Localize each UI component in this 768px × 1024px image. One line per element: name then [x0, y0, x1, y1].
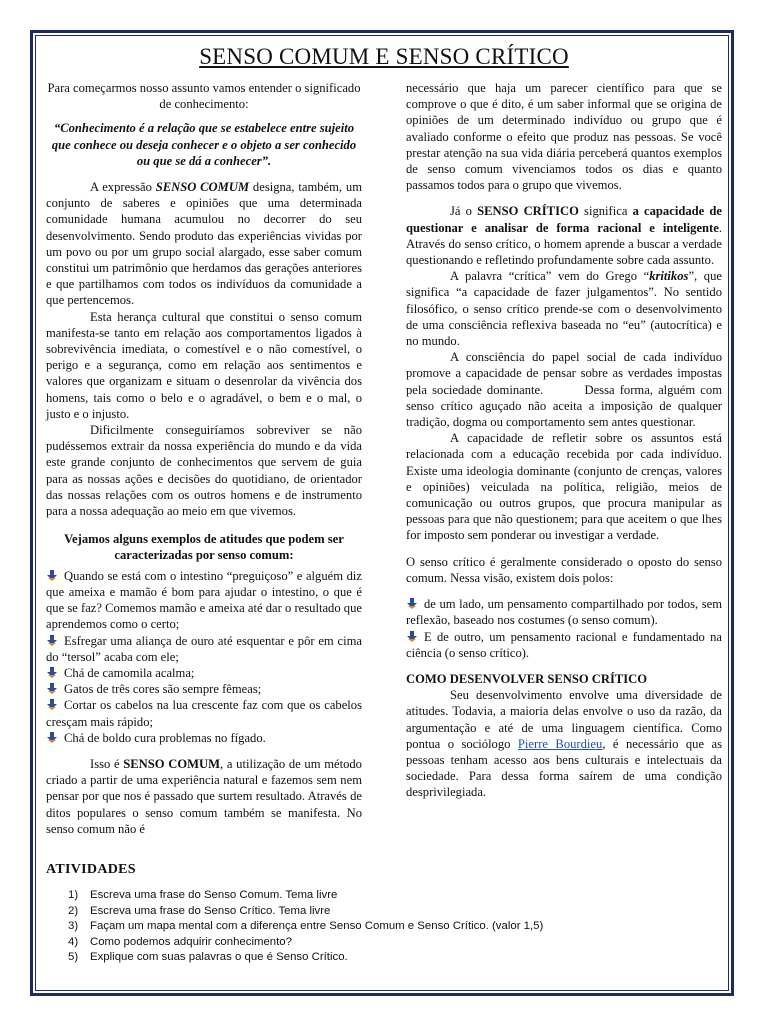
- paragraph-sobreviver: Dificilmente conseguiríamos sobreviver se não pudéssemos extrair da nossa experiência do mundo e da vida este grande conjunto de conhecimentos que servem de guia para as nossas ações e decisões do quotidiano, de orientador das nossas relações com os outros homens e de instrumento para a nossa adequação ao meio em que vivemos.: [46, 423, 362, 519]
- poles-list: [406, 596, 722, 661]
- list-item: 5) Explique com suas palavras o que é Senso Crítico.: [68, 951, 348, 963]
- arrow-bullet-icon: [46, 732, 58, 743]
- arrow-bullet-icon: [406, 631, 418, 642]
- paragraph-capacidade-refletir: A capacidade de refletir sobre os assuntos está relacionada com a educação recebida por cada indivíduo. Existe uma ideologia dominante (conjunto de crenças, valores e opiniões) veiculada na política, religião, meios de comunicação ou outros grupos, que procura manipular as pessoas para que não questionem; para que aceitem o que lhes for imposto sem ponderar ou investigar a verdade.: [406, 431, 722, 543]
- left-column: [46, 80, 362, 837]
- paragraph-kritikos: A palavra “crítica” vem do Grego “kritikos”, que significa “a capacidade de fazer julgamentos”. No sentido filosófico, o senso crítico prende-se com o desenvolvimento de uma consciência reflexiva baseada no “eu” (autocrítica) e no mundo.: [406, 269, 722, 349]
- list-item: E de outro, um pensamento racional e fundamentado na ciência (o senso crítico).: [406, 629, 722, 660]
- list-item: 4) Como podemos adquirir conhecimento?: [68, 935, 292, 948]
- arrow-bullet-icon: [406, 598, 418, 609]
- list-item: de um lado, um pensamento compartilhado por todos, sem reflexão, baseado nos costumes (o senso comum).: [406, 597, 722, 628]
- term-senso-comum-2: SENSO COMUM: [123, 756, 221, 771]
- how-to-develop-heading: COMO DESENVOLVER SENSO CRÍTICO: [406, 671, 648, 686]
- term-senso-critico: SENSO CRÍTICO: [477, 204, 579, 219]
- list-item: 1) Escreva uma frase do Senso Comum. Tema livre: [68, 889, 338, 901]
- paragraph-heranca-cultural: Esta herança cultural que constitui o senso comum manifesta-se tanto em relação aos comportamentos ligados à sobrevivência imediata, o comestível e o não comestível, o perigo e a segurança, como em relação aos sentimentos e valores que organizam e situam o desenrolar da vivência dos homens, tais como o belo e o agradável, o bem e o mal, o justo e o injusto.: [46, 309, 362, 421]
- term-kritikos: kritikos: [649, 269, 689, 284]
- list-item: Quando se está com o intestino “preguiçoso” e alguém diz que ameixa e mamão é bom para ajudar o intestino, o que é que se faz? Comemos mamão e ameixa até dar o resultado que aprendemos como o certo;: [46, 568, 362, 632]
- list-item: Chá de camomila acalma;: [46, 665, 362, 681]
- paragraph-dois-polos: O senso crítico é geralmente considerado o oposto do senso comum. Nessa visão, existem dois polos:: [406, 554, 722, 585]
- activities-heading: ATIVIDADES: [46, 862, 136, 877]
- arrow-bullet-icon: [46, 570, 58, 581]
- arrow-bullet-icon: [46, 699, 58, 710]
- examples-heading: Vejamos alguns exemplos de atitudes que podem ser caracterizadas por senso comum:: [64, 532, 344, 563]
- paragraph-consciencia-papel-social: A consciência do papel social de cada indivíduo promove a capacidade de pensar sobre as verdades impostas pela sociedade dominante. Dessa forma, alguém com senso crítico aguçado não aceita a imposição de qualquer tradição, dogma ou comportamento sem antes questionar.: [406, 350, 726, 430]
- list-item: Gatos de três cores são sempre fêmeas;: [46, 681, 362, 697]
- arrow-bullet-icon: [46, 667, 58, 678]
- paragraph-desenvolvimento: Seu desenvolvimento envolve uma diversidade de atitudes. Todavia, a maioria delas envolve o uso da razão, da argumentação e até de uma linguagem científica. Como pontua o sociólogo Pierre Bourdieu, é necessário que as pessoas tenham acesso aos bens culturais e intelectuais da sociedade. Para dessa forma saírem de uma condição desprivilegiada.: [406, 688, 722, 800]
- arrow-bullet-icon: [46, 635, 58, 646]
- list-item: Esfregar uma aliança de ouro até esquentar e pôr em cima do “tersol” acaba com ele;: [46, 633, 362, 664]
- right-column: [406, 80, 726, 801]
- activities-list: [46, 888, 726, 966]
- pierre-bourdieu-link[interactable]: Pierre Bourdieu: [517, 736, 603, 751]
- intro-text: Para começarmos nosso assunto vamos entender o significado de conhecimento:: [47, 81, 361, 112]
- list-item: 3) Façam um mapa mental com a diferença entre Senso Comum e Senso Crítico. (valor 1,5): [68, 920, 544, 932]
- list-item: 2) Escreva uma frase do Senso Crítico. Tema livre: [68, 904, 331, 917]
- list-item: Cortar os cabelos na lua crescente faz com que os cabelos cresçam mais rápido;: [46, 698, 362, 729]
- definition-quote: “Conhecimento é a relação que se estabelece entre sujeito que conhece ou deseja conhecer e o objeto a ser conhecido ou que se dá a conhecer”.: [51, 121, 357, 168]
- arrow-bullet-icon: [46, 683, 58, 694]
- activities-section: [46, 862, 726, 966]
- list-item: Chá de boldo cura problemas no fígado.: [46, 730, 362, 746]
- term-senso-comum: SENSO COMUM: [155, 180, 250, 195]
- paragraph-senso-critico-definition: Já o SENSO CRÍTICO significa a capacidade de questionar e analisar de forma racional e inteligente. Através do senso crítico, o homem aprende a buscar a verdade questionando e refletindo profundamente sobre cada assunto.: [406, 204, 722, 268]
- paragraph-senso-comum-definition: A expressão SENSO COMUM designa, também, um conjunto de saberes e opiniões que uma determinada comunidade humana acumulou no decorrer do seu desenvolvimento. Sendo produto das experiências vividas por um povo ou por um grupo social alargado, esse saber comum constitui um patrimônio que herdamos das gerações anteriores e que partilhamos com todos os indivíduos da comunidade a que pertencemos.: [46, 180, 362, 308]
- paragraph-isso-e-senso-comum: Isso é SENSO COMUM, a utilização de um método criado a partir de uma experiência natural e fazemos sem nem pensar por que nos é passado que surtem resultado. Através de ditos populares o senso comum também se manifesta. No senso comum não é: [46, 756, 362, 836]
- paragraph-parecer-cientifico: necessário que haja um parecer científico para que se comprove o que é dito, é um saber informal que se origina de opiniões de um determinado indivíduo ou grupo que é avaliado conforme o efeito que produz nas pessoas. Se você prestar atenção na sua vida diária perceberá quantos exemplos de senso comum vivenciamos todos os dias e quanto passamos todos para o grupo que vivemos.: [406, 81, 722, 193]
- page-title: SENSO COMUM E SENSO CRÍTICO: [199, 44, 569, 69]
- examples-list: [46, 568, 362, 746]
